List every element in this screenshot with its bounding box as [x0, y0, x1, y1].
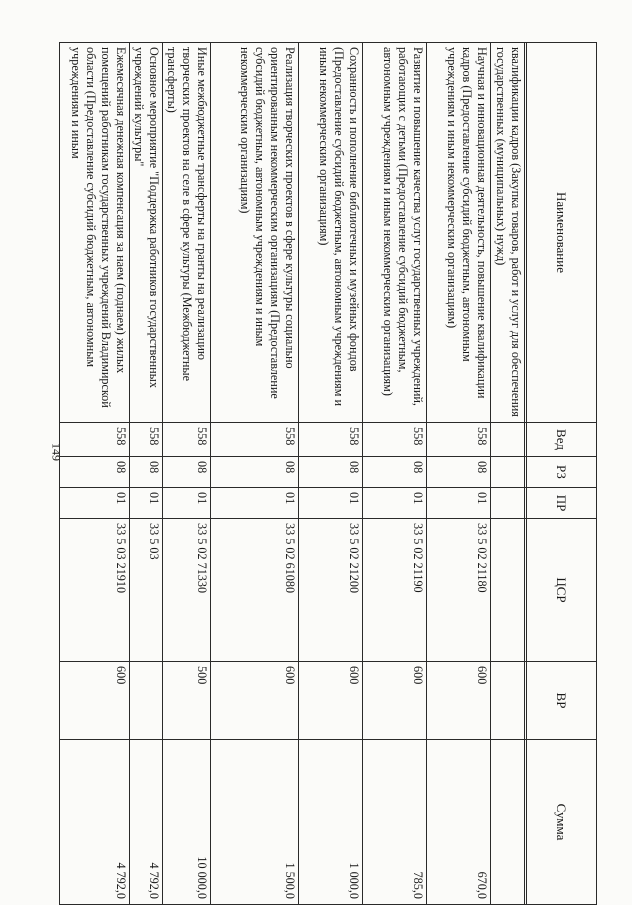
separator-cell [525, 662, 527, 740]
cell-pr: 01 [60, 488, 130, 519]
cell-name: Иные межбюджетные трансферты на гранты на реализацию творческих проектов на селе в сфере культуры (Межбюджетные трансферты) [163, 43, 211, 423]
cell-sum: 785,0 [363, 740, 427, 905]
cell-pr: 01 [211, 488, 299, 519]
cell-ved: 558 [211, 423, 299, 457]
table-row [163, 43, 211, 905]
cell-rz: 08 [130, 457, 163, 488]
budget-table [59, 42, 597, 905]
cell-sum: 4 792,0 [60, 740, 130, 905]
rotated-table-content [69, 42, 597, 904]
cell-pr [491, 488, 525, 519]
cell-ved: 558 [363, 423, 427, 457]
cell-vr: 600 [363, 662, 427, 740]
header-ved: Вед [527, 423, 597, 457]
cell-pr: 01 [427, 488, 491, 519]
header-pr: ПР [527, 488, 597, 519]
separator-cell [525, 740, 527, 905]
cell-name: квалификации кадров (Закупка товаров, работ и услуг для обеспечения государственных (муниципальных) нужд) [491, 43, 525, 423]
cell-ved: 558 [130, 423, 163, 457]
table-row [363, 43, 427, 905]
cell-ved [491, 423, 525, 457]
separator-cell [525, 488, 527, 519]
cell-csr: 33 5 03 21910 [60, 519, 130, 662]
cell-csr: 33 5 02 21180 [427, 519, 491, 662]
cell-csr: 33 5 02 71330 [163, 519, 211, 662]
cell-vr: 600 [211, 662, 299, 740]
cell-ved: 558 [163, 423, 211, 457]
cell-vr: 600 [427, 662, 491, 740]
cell-pr: 01 [130, 488, 163, 519]
cell-name: Основное мероприятие "Поддержка работников государственных учреждений культуры" [130, 43, 163, 423]
cell-csr: 33 5 03 [130, 519, 163, 662]
cell-name: Реализация творческих проектов в сфере культуры социально ориентированным некоммерческим организациям (Предоставление субсидий бюджетным, автономным учреждениям и иным некоммерческим организациям) [211, 43, 299, 423]
cell-sum: 670,0 [427, 740, 491, 905]
cell-csr: 33 5 02 21190 [363, 519, 427, 662]
header-vr: ВР [527, 662, 597, 740]
cell-name: Развитие и повышение качества услуг государственных учреждений, работающих с детьми (Предоставление субсидий бюджетным, автономным учреждениям и иным некоммерческим организациям) [363, 43, 427, 423]
table-row [299, 43, 363, 905]
table-row [211, 43, 299, 905]
cell-ved: 558 [427, 423, 491, 457]
separator-cell [525, 43, 527, 423]
cell-csr: 33 5 02 61080 [211, 519, 299, 662]
rotated-table-frame [69, 42, 597, 904]
cell-rz [491, 457, 525, 488]
cell-sum: 4 792,0 [130, 740, 163, 905]
cell-pr: 01 [363, 488, 427, 519]
page-number: 149 [49, 443, 64, 461]
cell-pr: 01 [299, 488, 363, 519]
cell-rz: 08 [60, 457, 130, 488]
cell-vr: 500 [163, 662, 211, 740]
cell-csr: 33 5 02 21200 [299, 519, 363, 662]
cell-rz: 08 [299, 457, 363, 488]
header-sum: Сумма [527, 740, 597, 905]
cell-rz: 08 [211, 457, 299, 488]
cell-sum: 1 500,0 [211, 740, 299, 905]
cell-vr [491, 662, 525, 740]
separator-cell [525, 519, 527, 662]
cell-rz: 08 [363, 457, 427, 488]
cell-rz: 08 [163, 457, 211, 488]
header-separator-row [525, 43, 527, 905]
table-row [427, 43, 491, 905]
cell-sum: 1 000,0 [299, 740, 363, 905]
header-name: Наименование [527, 43, 597, 423]
cell-name: Сохранность и пополнение библиотечных и музейных фондов (Предоставление субсидий бюджетным, автономным учреждениям и иным некоммерческим организациям) [299, 43, 363, 423]
cell-vr: 600 [299, 662, 363, 740]
header-csr: ЦСР [527, 519, 597, 662]
separator-cell [525, 423, 527, 457]
separator-cell [525, 457, 527, 488]
cell-pr: 01 [163, 488, 211, 519]
table-row [491, 43, 525, 905]
cell-csr [491, 519, 525, 662]
cell-rz: 08 [427, 457, 491, 488]
cell-ved: 558 [299, 423, 363, 457]
table-row [60, 43, 130, 905]
table-row [130, 43, 163, 905]
table-header-row [527, 43, 597, 905]
cell-vr: 600 [60, 662, 130, 740]
header-rz: РЗ [527, 457, 597, 488]
cell-name: Ежемесячная денежная компенсация за наем (поднаем) жилых помещений работникам государственных учреждений Владимирской области (Предоставление субсидий бюджетным, автономным учреждениям и иным [60, 43, 130, 423]
cell-ved: 558 [60, 423, 130, 457]
cell-vr [130, 662, 163, 740]
cell-sum: 10 000,0 [163, 740, 211, 905]
cell-name: Научная и инновационная деятельность, повышение квалификации кадров (Предоставление субсидий бюджетным, автономным учреждениям и иным некоммерческим организациям) [427, 43, 491, 423]
cell-sum [491, 740, 525, 905]
